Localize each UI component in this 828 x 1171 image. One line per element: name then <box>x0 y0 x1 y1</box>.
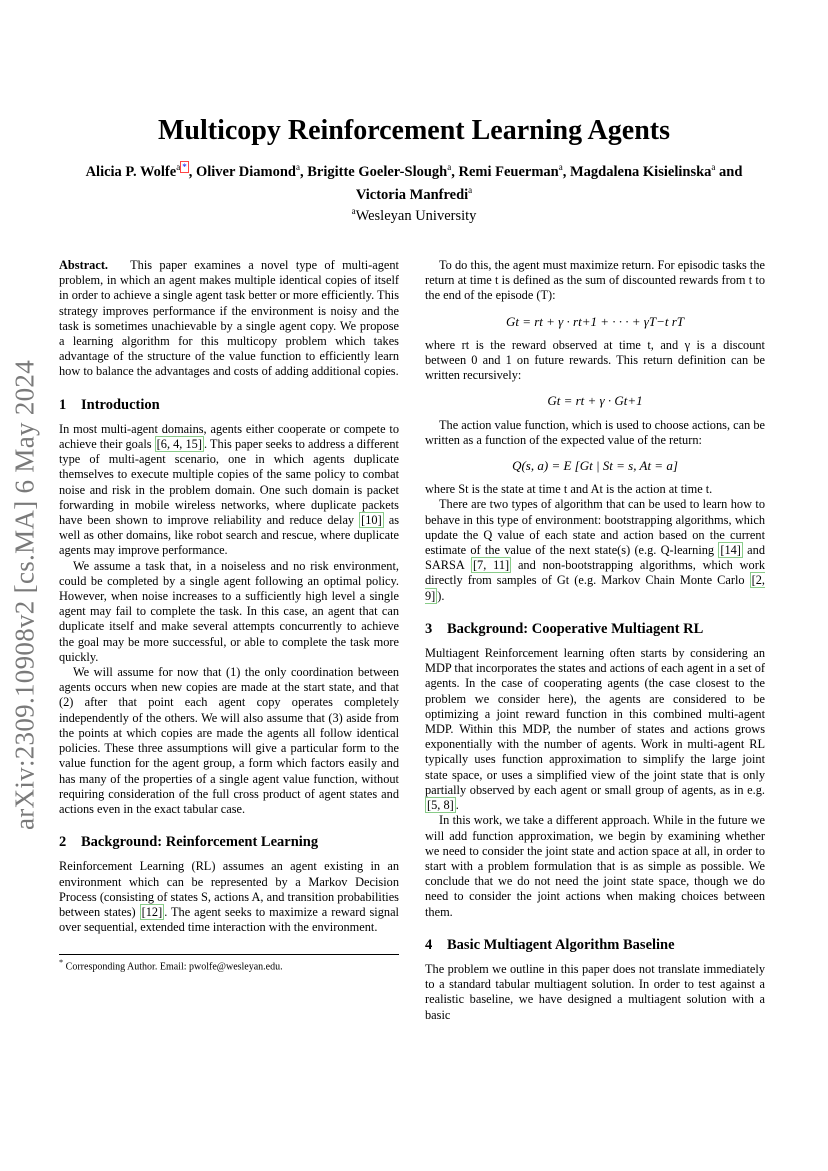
citation-link[interactable]: [6, 4, 15] <box>156 437 202 452</box>
abstract-text: This paper examines a novel type of multi-agent problem, in which an agent makes multiple identical copies of itself in order to achieve a single agent task better or more efficiently. This strategy improves performance if the environment is noisy and the task is sometimes unachievable by a single agent copy. We propose a learning algorithm for this multicopy problem which takes advantage of the structure of the value function to efficiently learn how to balance the advantages and costs of adding additional copies. <box>59 258 399 379</box>
paragraph: We assume a task that, in a noiseless and no risk environment, could be completed by a single agent following an optimal policy. However, when noise increases to a sufficiently high level a single agent may fail to complete the task. In this case, an agent that can duplicate itself and make several attempts concurrently to achieve the goal may be more successful, or able to complete the task more quickly. <box>59 558 399 664</box>
section-number: 2 <box>59 834 67 851</box>
citation-link[interactable]: [7, 11] <box>472 558 510 573</box>
paragraph <box>59 859 399 935</box>
equation-action-value: Q(s, a) = E [Gt | St = s, At = a] <box>512 458 678 474</box>
text: as well as other domains, like robot search and rescue, where duplicate agents may improve performance. <box>59 513 399 558</box>
paragraph: In this work, we take a different approach. While in the future we will add function approximation, we begin by examining whether we need to consider the joint state and action space at all, in order to start with a problem formulation that is as simple as possible. We conclude that we do not need the joint state space, though we do need to consider the joint actions when making choices between them. <box>425 813 765 919</box>
text: and SARSA <box>425 543 765 573</box>
section-title: Background: Cooperative Multiagent RL <box>447 620 704 637</box>
author-conjunction: and <box>715 163 743 180</box>
section-heading-introduction <box>59 398 399 413</box>
paragraph: To do this, the agent must maximize return. For episodic tasks the return at time t is defined as the sum of discounted rewards from t to the end of the episode (T): <box>425 258 765 303</box>
footnote-text: Corresponding Author. Email: pwolfe@wesleyan.edu. <box>65 961 283 973</box>
abstract-label: Abstract. <box>59 258 109 272</box>
left-column <box>59 258 399 935</box>
abstract <box>59 258 399 380</box>
affiliation-marker: a <box>468 184 473 195</box>
right-column <box>425 258 765 1023</box>
paragraph <box>425 497 765 603</box>
affiliation-marker: a <box>558 162 563 172</box>
affiliation-name: Wesleyan University <box>355 207 477 224</box>
author-name: , Remi Feuerman <box>451 163 559 180</box>
author-name: Victoria Manfredi <box>355 186 469 203</box>
citation-link[interactable]: [2, 9] <box>425 573 765 603</box>
citation-link[interactable]: [14] <box>720 543 741 558</box>
corresponding-author-link[interactable]: * <box>182 162 187 172</box>
affiliation-marker: a <box>176 162 181 172</box>
citation-link[interactable]: [12] <box>141 904 163 919</box>
paragraph: The action value function, which is used to choose actions, can be written as a function of the expected value of the return: <box>425 417 765 447</box>
section-heading-background-rl <box>59 835 399 850</box>
text: . The agent seeks to maximize a reward signal over sequential, extended time interaction with the environment. <box>59 904 399 935</box>
text: Reinforcement Learning (RL) assumes an agent existing in an environment which can be represented by a Markov Decision Process (consisting of states S, actions A, and transition probabilities between states) <box>59 859 399 919</box>
arxiv-identifier <box>0 355 50 835</box>
citation-link[interactable]: [5, 8] <box>427 798 454 813</box>
text: ). <box>437 588 445 603</box>
section-heading-cooperative-marl <box>425 622 765 637</box>
affiliation-marker: a <box>351 206 356 216</box>
paragraph: We will assume for now that (1) the only coordination between agents occurs when new copies are made at the start state, and that (2) after that point each agent copy operates completely independently of the others. We will also assume that (3) aside from the points at which copies are made the agents all follow identical policies. These three assumptions will give a particular form to the value function for the agent group, a form which factors easily and has many of the properties of a single agent value function, without requiring consideration of the full cross product of agent states and actions even in the exact tabular case. <box>59 665 399 816</box>
text: Multiagent Reinforcement learning often starts by considering an MDP that incorporates the states and actions of each agent in a set of agents. In the case of cooperating agents (the case closest to the problem we consider here), the agents are considered to be optimizing a joint reward function in this combined multi-agent MDP. Within this MDP, the number of states and actions grows exponentially with the number of agents. Work in multi-agent RL typically uses function approximation to simplify the large joint state space, or uses a simplified view of the joint state that is only partially observed by each agent or small group of agents, as in e.g. <box>425 646 765 797</box>
paragraph: where St is the state at time t and At is the action at time t. <box>425 482 713 497</box>
author-name: Alicia P. Wolfe <box>85 163 177 180</box>
affiliation <box>0 206 828 225</box>
text: In most multi-agent domains, agents either cooperate or compete to achieve their goals <box>59 421 399 452</box>
section-heading-baseline <box>425 938 765 953</box>
text: . This paper seeks to address a different type of multi-agent scenario, one in which agents duplicate themselves to execute multiple copies of the same policy to combat noise and risk in the problem domain. One such domain is packet forwarding in mobile wireless networks, where duplicate packets have been shown to improve reliability and reduce delay <box>59 437 399 528</box>
paragraph: where rt is the reward observed at time t, and γ is a discount between 0 and 1 on future rewards. This return definition can be written recursively: <box>425 337 765 383</box>
section-number: 3 <box>425 620 433 637</box>
author-name: , Brigitte Goeler-Slough <box>299 163 448 180</box>
section-title: Basic Multiagent Algorithm Baseline <box>447 936 675 953</box>
affiliation-marker: a <box>447 162 452 172</box>
footnote-divider <box>59 954 399 955</box>
text: There are two types of algorithm that can be used to learn how to behave in this type of environment: bootstrapping algorithms, which update the Q value of each state and action based on the current estimate of the value of the next state(s) (e.g. Q-learning <box>425 497 765 558</box>
section-number: 4 <box>425 936 433 953</box>
affiliation-marker: a <box>711 162 716 172</box>
author-name: , Oliver Diamond <box>188 163 296 180</box>
affiliation-marker: a <box>295 162 300 172</box>
section-number: 1 <box>59 396 67 413</box>
arxiv-identifier-text: arXiv:2309.10908v2 [cs.MA] 6 May 2024 <box>9 359 40 831</box>
text: . <box>455 798 459 813</box>
section-title: Introduction <box>81 396 160 413</box>
paragraph <box>59 422 399 559</box>
paragraph <box>425 646 765 813</box>
author-name: , Magdalena Kisielinska <box>562 163 712 180</box>
section-title: Background: Reinforcement Learning <box>81 834 319 851</box>
equation-recursive-return: Gt = rt + γ · Gt+1 <box>547 393 643 409</box>
paragraph: The problem we outline in this paper does not translate immediately to a standard tabular multiagent solution. In order to test against a realistic baseline, we have designed a multiagent solution with a basic <box>425 961 765 1022</box>
paper-title: Multicopy Reinforcement Learning Agents <box>158 115 670 146</box>
citation-link[interactable]: [10] <box>361 513 382 528</box>
equation-return: Gt = rt + γ · rt+1 + · · · + γT−t rT <box>505 313 685 329</box>
text: and non-bootstrapping algorithms, which work directly from samples of Gt (e.g. Markov Chain Monte Carlo <box>425 558 765 588</box>
footnote <box>59 958 399 972</box>
author-list <box>60 158 768 204</box>
footnote-marker: * <box>59 958 64 967</box>
